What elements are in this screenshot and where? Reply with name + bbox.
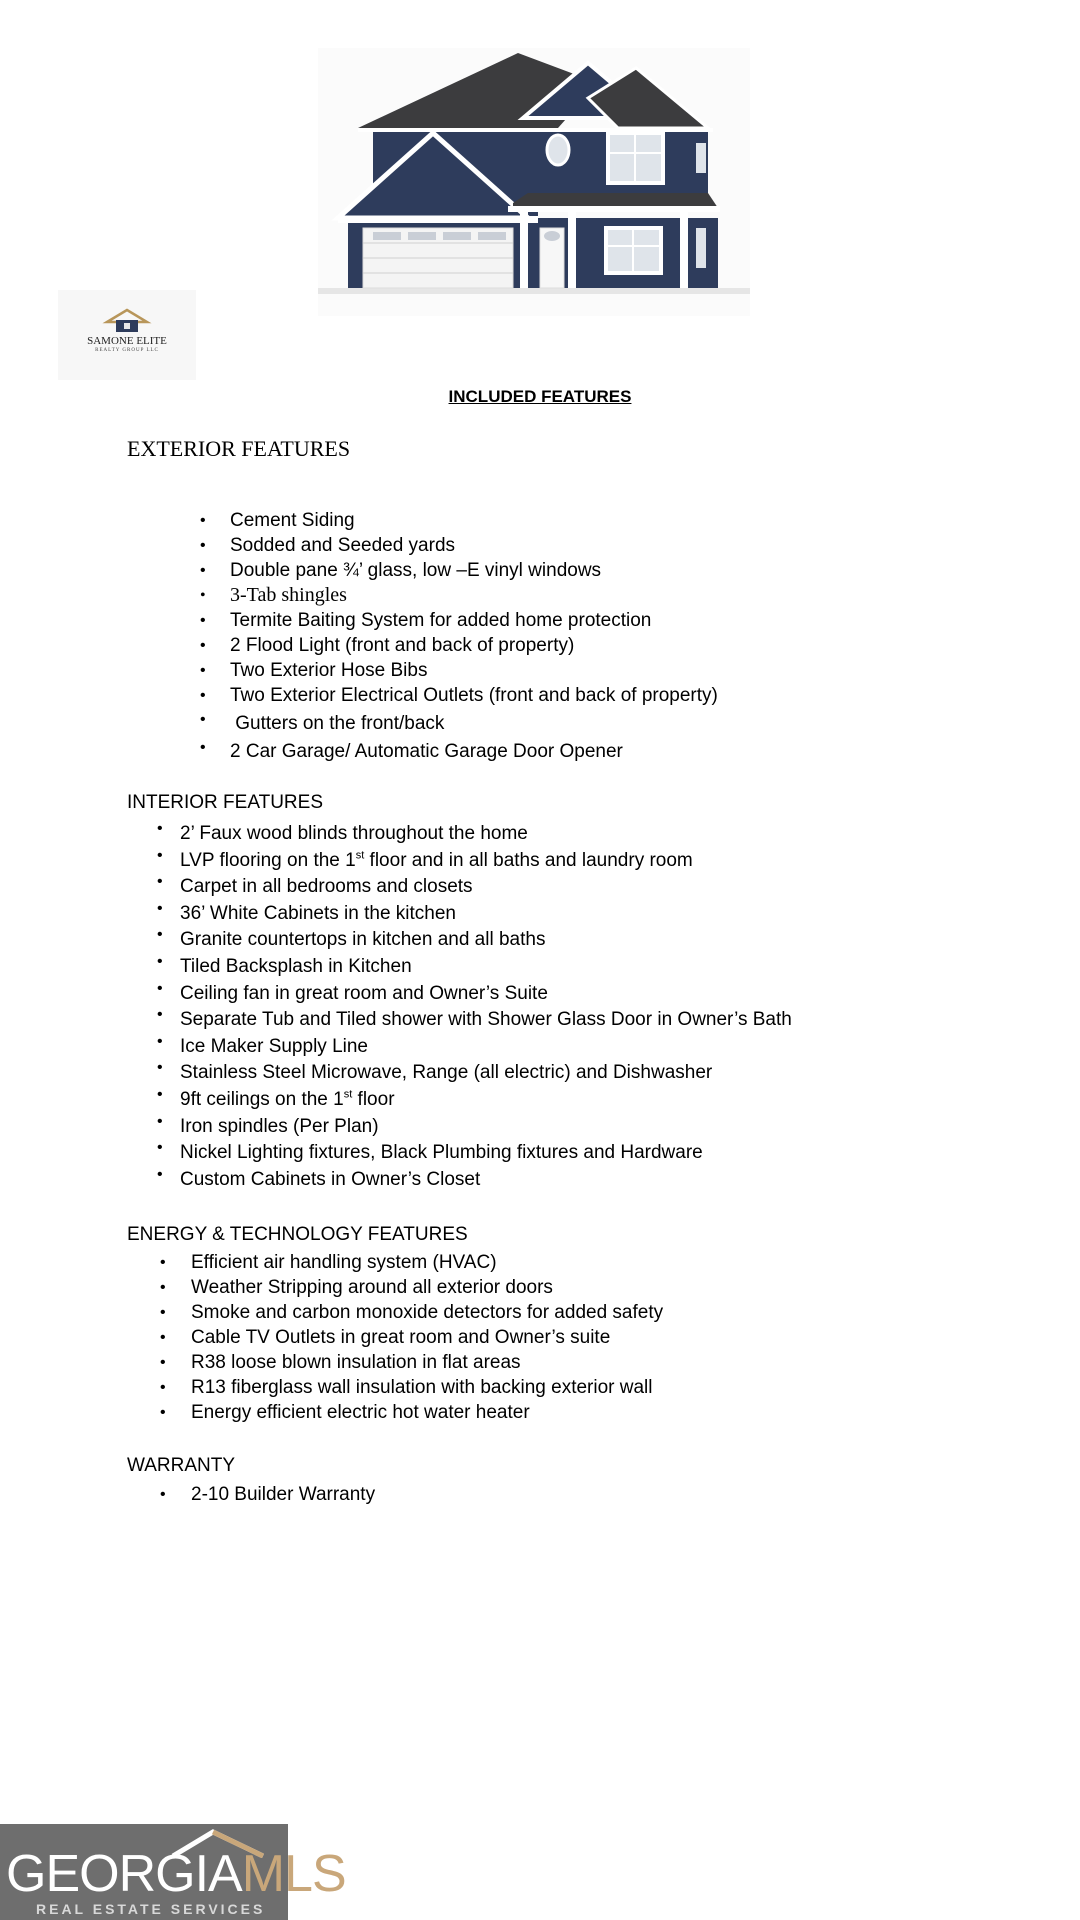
exterior-features-heading: EXTERIOR FEATURES (127, 436, 351, 461)
interior-features-heading: INTERIOR FEATURES (127, 792, 323, 813)
list-item: • Ice Maker Supply Line (180, 1034, 792, 1061)
list-item: • Granite countertops in kitchen and all baths (180, 927, 792, 954)
list-item: • Termite Baiting System for added home protection (230, 608, 718, 633)
list-item: • Separate Tub and Tiled shower with Shower Glass Door in Owner’s Bath (180, 1007, 792, 1034)
list-item: • Custom Cabinets in Owner’s Closet (180, 1167, 792, 1194)
list-item-text: LVP flooring on the 1 (180, 849, 356, 871)
warranty-heading: WARRANTY (127, 1455, 236, 1476)
list-item: • Smoke and carbon monoxide detectors for added safety (191, 1300, 663, 1325)
list-item: • Double pane ¾’ glass, low –E vinyl windows (230, 558, 718, 583)
list-item: • Weather Stripping around all exterior doors (191, 1275, 663, 1300)
list-item: • Carpet in all bedrooms and closets (180, 874, 792, 901)
list-item: • Cement Siding (230, 508, 718, 533)
energy-technology-list (191, 1250, 663, 1425)
mls-wordmark (6, 1844, 346, 1904)
warranty-list (191, 1482, 375, 1507)
list-item: • Energy efficient electric hot water heater (191, 1400, 663, 1425)
list-item: • Stainless Steel Microwave, Range (all electric) and Dishwasher (180, 1060, 792, 1087)
list-item: • Efficient air handling system (HVAC) (191, 1250, 663, 1275)
list-item: • Sodded and Seeded yards (230, 533, 718, 558)
list-item: • Tiled Backsplash in Kitchen (180, 954, 792, 981)
list-item: • Cable TV Outlets in great room and Owner’s suite (191, 1325, 663, 1350)
exterior-features-list (230, 508, 718, 765)
ordinal-suffix: st (355, 849, 365, 862)
ordinal-suffix: st (343, 1088, 353, 1101)
list-item-text-suffix: floor (352, 1088, 395, 1110)
list-item: • 3-Tab shingles (230, 583, 718, 608)
list-item: • Ceiling fan in great room and Owner’s Suite (180, 981, 792, 1008)
page-title: INCLUDED FEATURES (448, 387, 632, 406)
logo-subtitle: REALTY GROUP LLC (95, 348, 159, 353)
list-item: • 2-10 Builder Warranty (191, 1482, 375, 1507)
list-item: • Iron spindles (Per Plan) (180, 1114, 792, 1141)
list-item: • R38 loose blown insulation in flat areas (191, 1350, 663, 1375)
mls-word-main: GEORGIA (6, 1845, 242, 1903)
mls-tagline: REAL ESTATE SERVICES (36, 1901, 266, 1917)
list-item (180, 1087, 792, 1114)
list-item: • Nickel Lighting fixtures, Black Plumbing fixtures and Hardware (180, 1140, 792, 1167)
list-item: • 36’ White Cabinets in the kitchen (180, 901, 792, 928)
interior-features-list (180, 821, 792, 1193)
list-item: • Gutters on the front/back (230, 711, 718, 736)
energy-technology-heading: ENERGY & TECHNOLOGY FEATURES (127, 1224, 468, 1245)
crown-house-icon (102, 308, 152, 334)
list-item: • 2 Flood Light (front and back of property) (230, 633, 718, 658)
list-item-text: 9ft ceilings on the 1 (180, 1088, 344, 1110)
house-rendering-image (318, 48, 750, 316)
list-item-text-suffix: floor and in all baths and laundry room (364, 849, 693, 871)
list-item: • R13 fiberglass wall insulation with backing exterior wall (191, 1375, 663, 1400)
list-item: • 2 Car Garage/ Automatic Garage Door Opener (230, 739, 718, 764)
georgia-mls-logo (0, 1824, 346, 1920)
list-item: • Two Exterior Hose Bibs (230, 658, 718, 683)
company-logo (58, 290, 196, 380)
list-item: • Two Exterior Electrical Outlets (front and back of property) (230, 683, 718, 708)
list-item (180, 848, 792, 875)
logo-name: SAMONE ELITE (87, 335, 167, 347)
mls-word-accent: MLS (241, 1845, 346, 1903)
list-item: • 2’ Faux wood blinds throughout the home (180, 821, 792, 848)
